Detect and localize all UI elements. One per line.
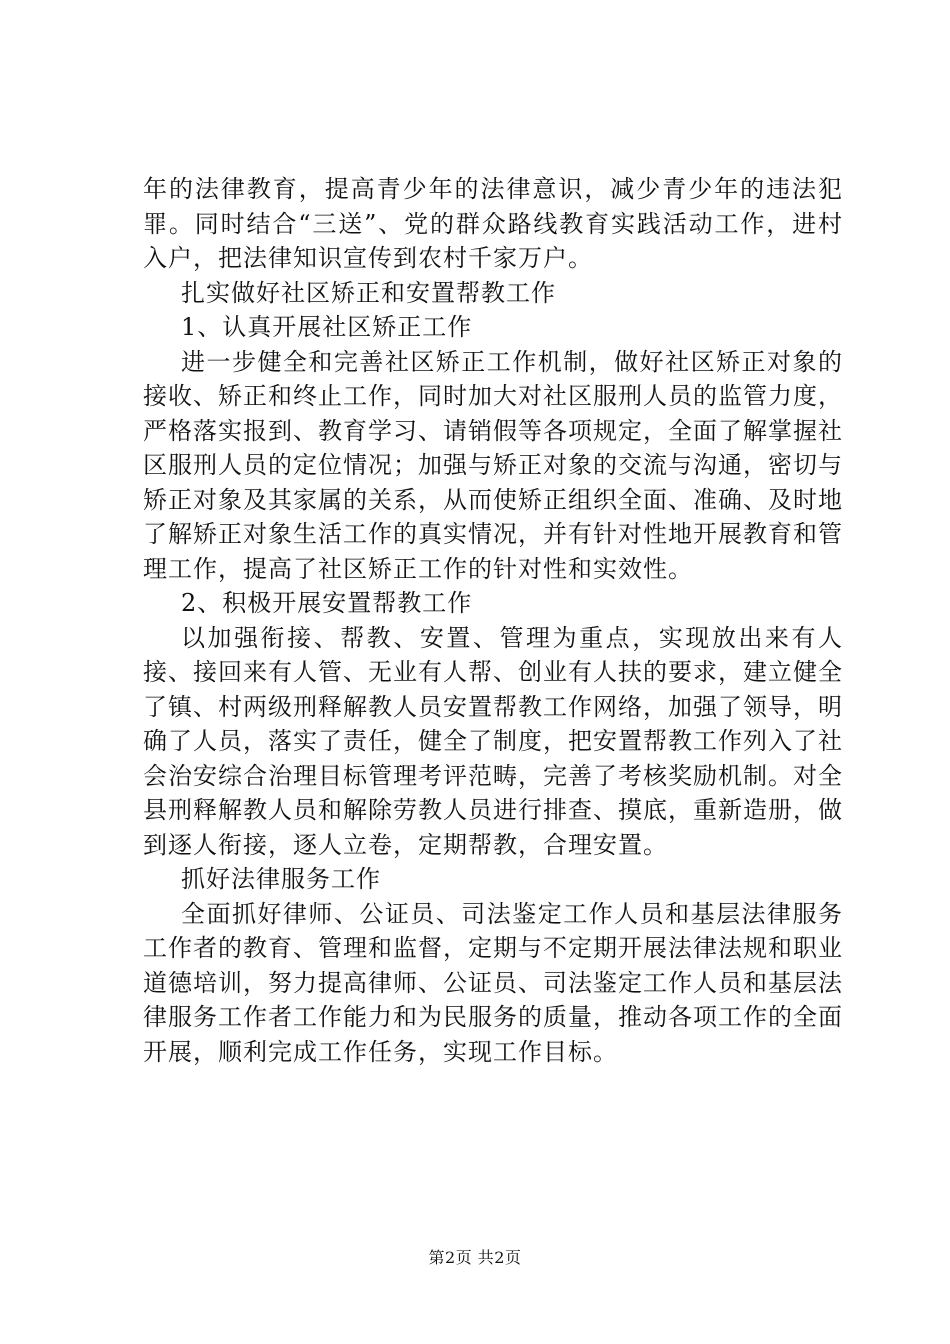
- paragraph-community-correction: 进一步健全和完善社区矫正工作机制，做好社区矫正对象的接收、矫正和终止工作，同时加大对社区服刑人员的监管力度，严格落实报到、教育学习、请销假等各项规定，全面了解掌握社区服刑人员的定位情况；加强与矫正对象的交流与沟通，密切与矫正对象及其家属的关系，从而使矫正组织全面、准确、及时地了解矫正对象生活工作的真实情况，并有针对性地开展教育和管理工作，提高了社区矫正工作的针对性和实效性。: [143, 347, 843, 583]
- paragraph-resettlement: 以加强衔接、帮教、安置、管理为重点，实现放出来有人接、接回来有人管、无业有人帮、创业有人扶的要求，建立健全了镇、村两级刑释解教人员安置帮教工作网络，加强了领导，明确了人员，落实了责任，健全了制度，把安置帮教工作列入了社会治安综合治理目标管理考评范畴，完善了考核奖励机制。对全县刑释解教人员和解除劳教人员进行排查、摸底，重新造册，做到逐人衔接，逐人立卷，定期帮教，合理安置。: [143, 623, 843, 859]
- section-heading-community-correction: 扎实做好社区矫正和安置帮教工作: [181, 278, 556, 307]
- section-heading-legal-services: 抓好法律服务工作: [181, 865, 381, 893]
- page-number-footer: 第2页 共2页: [428, 1248, 522, 1267]
- subheading-resettlement: 2、积极开展安置帮教工作: [181, 589, 473, 617]
- paragraph-legal-services: 全面抓好律师、公证员、司法鉴定工作人员和基层法律服务工作者的教育、管理和监督，定期与不定期开展法律法规和职业道德培训，努力提高律师、公证员、司法鉴定工作人员和基层法律服务工作者工作能力和为民服务的质量，推动各项工作的全面开展，顺利完成工作任务，实现工作目标。: [143, 899, 843, 1066]
- document-body: [143, 172, 843, 1069]
- subheading-community-correction: 1、认真开展社区矫正工作: [181, 313, 473, 341]
- paragraph-continuation: 年的法律教育，提高青少年的法律意识，减少青少年的违法犯罪。同时结合“三送”、党的群众路线教育实践活动工作，进村入户，把法律知识宣传到农村千家万户。: [143, 175, 843, 272]
